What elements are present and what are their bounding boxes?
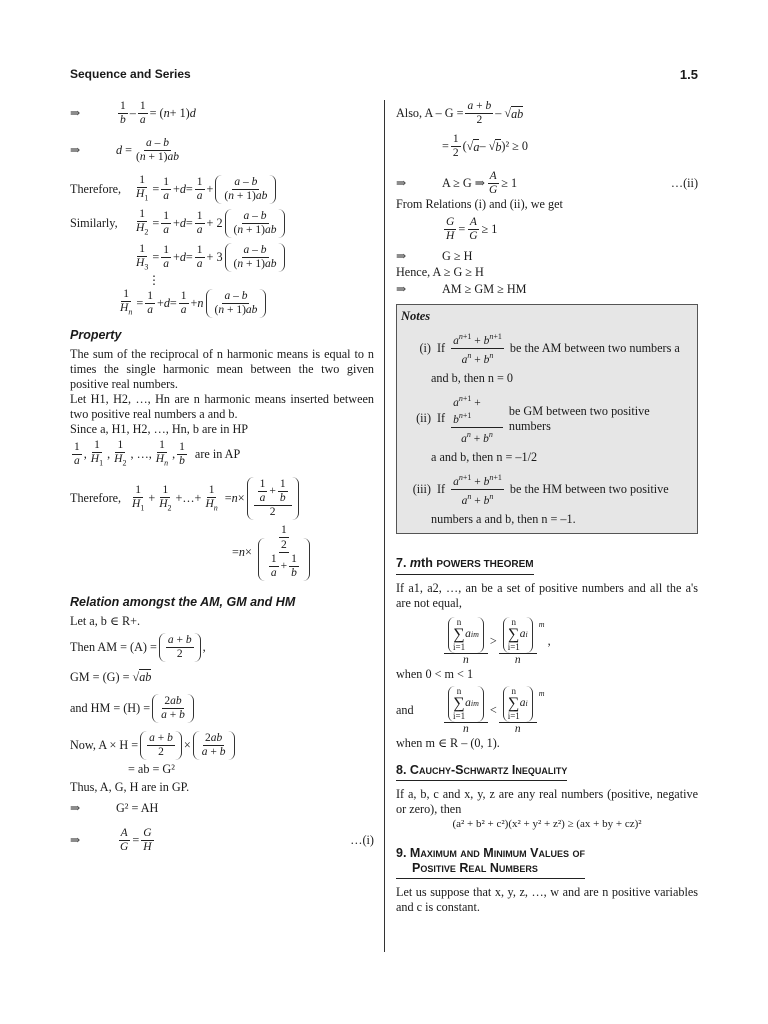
running-header-title: Sequence and Series — [70, 67, 191, 81]
then-am-label: Then AM = (A) = — [70, 640, 157, 655]
eq-h3: $\frac{1}{H_3}$ = $\frac{1}{a}$ + d = $\frac{1}{a}$ + 3 $\frac{a - b}{(n + 1)ab}$ — [70, 243, 374, 273]
now-label: Now, A × H = — [70, 738, 139, 753]
notes-title: Notes — [401, 309, 431, 323]
note-1-if: If — [437, 340, 446, 355]
note-3-continuation: numbers a and b, then n = –1. — [431, 511, 576, 526]
ge-zero-text: ≥ 0 — [512, 139, 529, 153]
note-3-number: (iii) — [412, 481, 431, 496]
eq-ap-sequence: $\frac{1}{a}$ , $\frac{1}{H_1}$ , $\frac{1}{H_2}$ , …, $\frac{1}{H_n}$ , $\frac{1}{b}$ are in AP — [74, 439, 241, 468]
section-9-title-line2: Positive Real Numbers — [412, 860, 538, 875]
right-column — [396, 100, 698, 915]
note-2-if: If — [437, 411, 446, 426]
eq-g-squared — [70, 799, 374, 817]
implies-icon: ⇒ — [70, 833, 81, 848]
section-7-title: POWERS THEOREM — [436, 558, 534, 570]
note-2-continuation: a and b, then n = –1/2 — [431, 450, 538, 465]
eq-gm: GM = (G) = √ ab — [70, 669, 152, 685]
equation-number-i: …(i) — [350, 833, 374, 848]
ge-one-text: ≥ 1 — [501, 176, 518, 190]
section-7-number: 7. — [396, 555, 407, 570]
eq-am-gm-hm — [396, 280, 698, 298]
notes-box — [396, 304, 698, 534]
section-7-m: m — [409, 555, 422, 570]
note-3-text: be the HM between two positive — [509, 481, 669, 496]
note-2-text: be GM between two positive numbers — [508, 403, 650, 433]
when-1-text: when 0 < m < 1 — [396, 666, 474, 681]
vertical-dots: ⋮ — [148, 272, 161, 287]
eq-h2: Similarly, $\frac{1}{H_2}$ = $\frac{1}{a}$ + d = $\frac{1}{a}$ + 2 $\frac{a - b}{(n + 1)ab}$ — [70, 208, 374, 238]
implies-icon: ⇒ — [396, 281, 407, 296]
note-2: (ii) If $\frac{a^{n+1} + b^{n+1}}{a^n + b^n}$ be GM between two positive numbers — [401, 392, 691, 446]
page-number: 1.5 — [679, 67, 698, 82]
eq-am: Then AM = (A) = $\frac{a + b}{2}$ , — [70, 634, 206, 661]
note-1: (i) If $\frac{a^{n+1} + b^{n+1}}{a^n + b^n}$ be the AM between two numbers a — [401, 330, 691, 367]
let-ab-text: Let a, b ∈ R+. — [70, 614, 141, 629]
let-harmonic-text: Let H1, H2, …, Hn are n harmonic means inserted between two positive real numbers a and b. — [70, 392, 374, 422]
note-1-number: (i) — [419, 340, 431, 355]
implies-icon: ⇒ — [70, 800, 81, 815]
note-3-if: If — [437, 481, 446, 496]
eq-hn: $\frac{1}{H_n}$ = $\frac{1}{a}$ + d = $\frac{1}{a}$ + n $\frac{a - b}{(n + 1)ab}$ — [70, 288, 374, 318]
since-text: Since a, H1, H2, …, Hn, b are in HP — [70, 422, 249, 437]
implies-icon: ⇒ — [396, 248, 407, 263]
eq-power-mean-2: and n ∑ i=1 a i m n < n ∑ i=1 a i n $^m$ — [396, 685, 545, 735]
section-8-title: Cauchy-Schwartz Inequality — [409, 762, 568, 777]
section-8-heading — [396, 763, 567, 781]
section-8-number: 8. — [396, 762, 407, 777]
cauchy-schwartz-equation: (a² + b² + c²)(x² + y² + z²) ≥ (ax + by + cz)² — [452, 817, 642, 830]
eq-h1: Therefore, $\frac{1}{H_1}$ = $\frac{1}{a}$ + d = $\frac{1}{a}$ + $\frac{a - b}{(n + 1)ab}$ — [70, 174, 374, 204]
eq-power-mean-1: n ∑ i=1 a i m n > n ∑ i=1 a i n $^m$ , — [396, 617, 698, 667]
note-1-continuation: and b, then n = 0 — [431, 370, 514, 385]
implies-icon: ⇒ — [70, 143, 81, 157]
section-8-text: If a, b, c and x, y, z are any real numbers (positive, negative or zero), then — [396, 786, 698, 816]
section-9-heading — [396, 846, 585, 879]
section-9-title-line1: Maximum and Minimum Values of — [409, 845, 585, 860]
eq-a-ge-g: ⇒ A ≥ G ⇒ $\frac{A}{G}$ ≥ 1 …(ii) — [396, 170, 698, 196]
section-9-text: Let us suppose that x, y, z, …, w and are n positive variables and c is constant. — [396, 884, 698, 914]
eq-g-ge-h — [396, 247, 698, 265]
similarly-label: Similarly, — [70, 215, 118, 230]
therefore-label-2: Therefore, — [70, 491, 122, 506]
property-heading: Property — [70, 328, 122, 343]
also-label: Also, A – G = — [396, 106, 464, 120]
eq-sum-hm: = n × 1 2 $\frac{1}{a}$ + $\frac{1}{b}$ — [70, 524, 374, 581]
and-label: and — [396, 703, 414, 718]
implies-icon: ⇒ — [396, 176, 407, 190]
equation-number-ii: …(ii) — [670, 176, 698, 190]
and-hm-label: and HM = (H) = — [70, 701, 151, 716]
section-7-heading — [396, 556, 534, 575]
eq-sum-reciprocal: Therefore, $\frac{1}{H_1}$ + $\frac{1}{H_2}$ +…+ $\frac{1}{H_n}$ = n × $\frac{1}{a}$ + $\frac{1}{b}$ 2 — [70, 477, 374, 520]
column-divider — [384, 100, 385, 952]
eq-reciprocal-diff: ⇒ $\frac{1}{b}$ – $\frac{1}{a}$ = ( n + 1) d — [70, 100, 196, 126]
eq-a-minus-g: Also, A – G = $\frac{a + b}{2}$ – √ ab — [396, 100, 524, 126]
when-2-text: when m ∈ R – (0, 1). — [396, 735, 500, 750]
note-2-number: (ii) — [416, 411, 431, 426]
implies-icon: ⇒ — [70, 106, 81, 120]
g-ge-h-text: G ≥ H — [442, 248, 473, 263]
left-column — [70, 100, 374, 854]
property-text: The sum of the reciprocal of n harmonic means is equal to n times the single harmonic mean between the two given positive real numbers. — [70, 347, 374, 392]
eq-g-over-h: $\frac{G}{H}$ = $\frac{A}{G}$ ≥ 1 — [446, 216, 498, 242]
hence-text: Hence, A ≥ G ≥ H — [396, 265, 484, 279]
eq-product: Now, A × H = $\frac{a + b}{2}$ × $\frac{2ab}{a + b}$ — [70, 731, 374, 760]
section-7-text: If a1, a2, …, an be a set of positive numbers and all the a's are not equal, — [396, 580, 698, 610]
section-7-th: th — [421, 555, 433, 570]
g-squared-text: G² = AH — [116, 800, 159, 815]
eq-ab-g2: = ab = G² — [128, 761, 175, 776]
relation-heading: Relation amongst the AM, GM and HM — [70, 595, 296, 610]
am-gm-hm-text: AM ≥ GM ≥ HM — [442, 281, 527, 296]
eq-hm: and HM = (H) = $\frac{2ab}{a + b}$ — [70, 694, 374, 723]
eq-ratio: ⇒ $\frac{A}{G}$ = $\frac{G}{H}$ …(i) — [70, 827, 374, 854]
section-9-number: 9. — [396, 845, 407, 860]
a-ge-g-text: A ≥ G ⇒ — [442, 176, 485, 190]
eq-square-diff: = $\frac{1}{2}$ (√ a – √ b )² ≥ 0 — [442, 133, 529, 159]
are-in-ap-text: are in AP — [194, 446, 241, 461]
from-relations-text: From Relations (i) and (ii), we get — [396, 197, 563, 211]
eq-d-value: ⇒ d = $\frac{a - b}{(n + 1)ab}$ — [70, 137, 179, 163]
gm-label: GM = (G) = — [70, 669, 130, 684]
note-1-text: be the AM between two numbers a — [509, 340, 680, 355]
thus-gp-text: Thus, A, G, H are in GP. — [70, 780, 190, 795]
therefore-label: Therefore, — [70, 181, 122, 196]
note-3: (iii) If $\frac{a^{n+1} + b^{n+1}}{a^n + b^n}$ be the HM between two positive — [401, 471, 691, 508]
